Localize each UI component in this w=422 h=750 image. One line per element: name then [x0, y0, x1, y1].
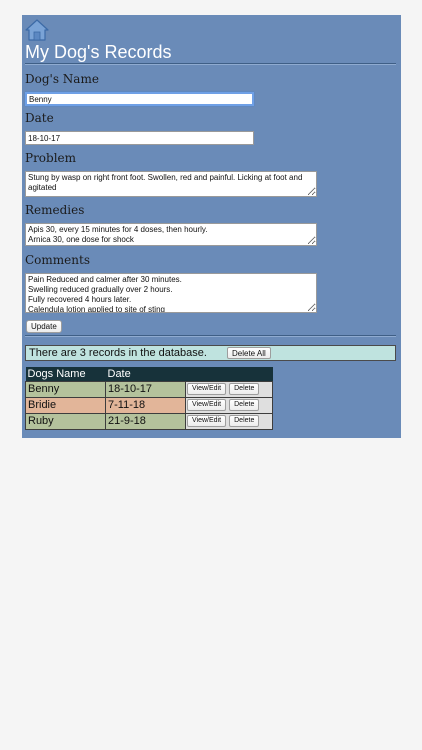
problem-label: Problem	[25, 151, 77, 165]
column-header-actions	[186, 367, 273, 382]
record-count-text: There are 3 records in the database.	[29, 347, 207, 359]
dog-name-label: Dog's Name	[25, 72, 99, 86]
dog-name-input[interactable]	[25, 92, 254, 106]
remedies-textarea[interactable]	[25, 223, 317, 246]
row-date: 21-9-18	[106, 414, 186, 430]
row-actions	[186, 414, 273, 430]
table-row	[26, 414, 273, 430]
delete-button[interactable]: Delete	[229, 399, 259, 411]
table-header-row	[26, 367, 273, 382]
row-actions	[186, 398, 273, 414]
view-edit-button[interactable]: View/Edit	[187, 383, 226, 395]
records-table	[25, 367, 273, 430]
date-input[interactable]	[25, 131, 254, 145]
view-edit-button[interactable]: View/Edit	[187, 399, 226, 411]
title-divider	[25, 63, 396, 65]
page-title: My Dog's Records	[25, 42, 172, 62]
records-panel	[22, 15, 401, 438]
row-dog-name: Ruby	[26, 414, 106, 430]
comments-label: Comments	[25, 253, 90, 267]
remedies-label: Remedies	[25, 203, 85, 217]
row-dog-name: Benny	[26, 382, 106, 398]
column-header-name: Dogs Name	[26, 367, 106, 382]
section-divider	[25, 335, 396, 337]
comments-textarea[interactable]	[25, 273, 317, 313]
row-actions	[186, 382, 273, 398]
record-count-bar	[25, 345, 396, 361]
view-edit-button[interactable]: View/Edit	[187, 415, 226, 427]
column-header-date: Date	[106, 367, 186, 382]
row-date: 18-10-17	[106, 382, 186, 398]
home-icon[interactable]	[25, 18, 49, 42]
delete-button[interactable]: Delete	[229, 383, 259, 395]
problem-textarea[interactable]	[25, 171, 317, 197]
table-row	[26, 382, 273, 398]
delete-all-button[interactable]: Delete All	[227, 347, 271, 359]
row-date: 7-11-18	[106, 398, 186, 414]
update-button[interactable]: Update	[26, 320, 62, 333]
delete-button[interactable]: Delete	[229, 415, 259, 427]
row-dog-name: Bridie	[26, 398, 106, 414]
date-label: Date	[25, 111, 54, 125]
table-row	[26, 398, 273, 414]
